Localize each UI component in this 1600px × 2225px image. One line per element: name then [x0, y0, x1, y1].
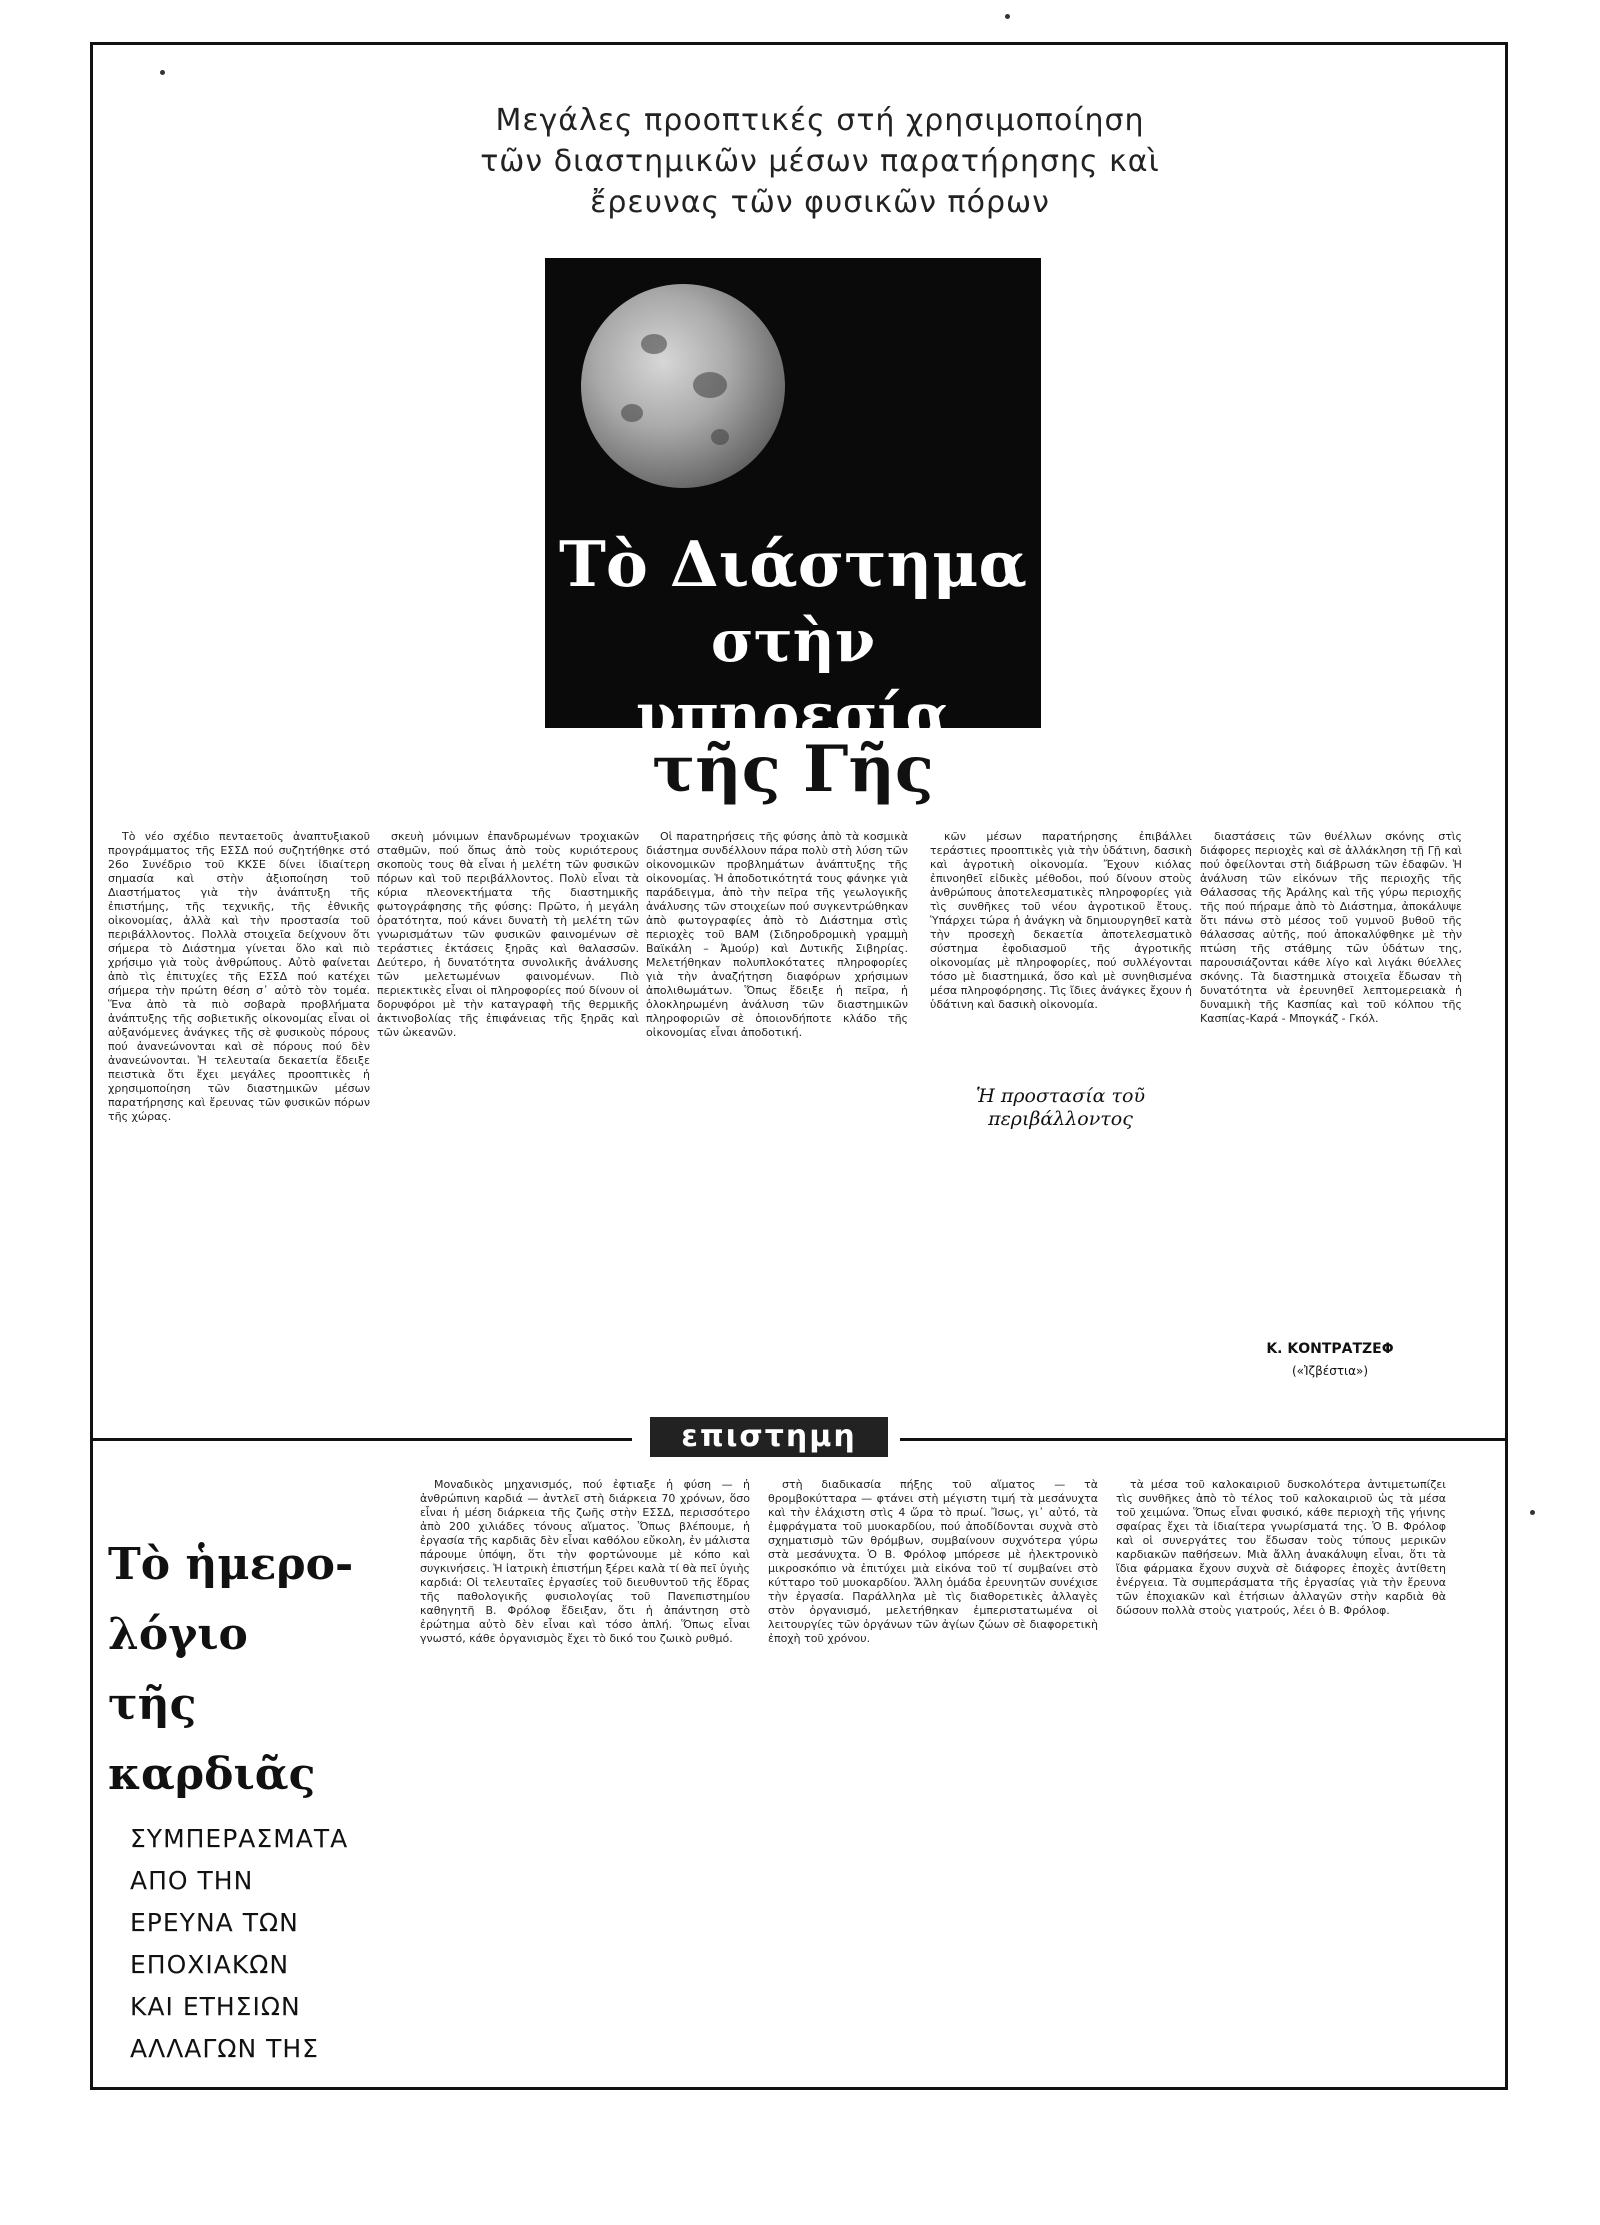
title-line-2: στὴν υπηρεσία — [635, 607, 951, 749]
heart-subtitle-line: ΕΠΟΧΙΑΚΩΝ — [130, 1950, 290, 1979]
heart-column-1: Μοναδικὸς μηχανισμός, πού ἐφτιαξε ἡ φύση — ἡ ἀνθρώπινη καρδιά — ἀντλεῖ στὴ διάρκεια 70 χρόνων, ὅσο εἶναι ἡ μέση διάρκεια τῆς ζωῆς στὴν ΕΣΣΔ, περισσότερο ἀπὸ 200 χιλιάδες τόνους αἵματος. Ὅπως βλέπουμε, ἡ ἐργασία τῆς καρδιᾶς δὲν εἶναι καθόλου εὔκολη, ἐν μάλιστα πάρουμε ὑπόψη, ὅτι τὴν φορτώνουμε μὲ κόπο καὶ συγκινήσεις. Ἡ ἰατρικὴ ἐπιστήμη ξέρει καλὰ τί θὰ πεῖ ὑγιὴς καρδιά: Οἱ τελευταῖες ἐργασίες τοῦ διευθυντοῦ τῆς ἕδρας τῆς παθολογικῆς φυσιολογίας τοῦ Πανεπιστημίου καθηγητῆ Β. Φρόλοφ ἔδειξαν, ὅτι ἡ ἀπάντηση στὸ ἐρώτημα αὐτὸ δὲν εἶναι καὶ τόσο ἁπλή. Ὅπως εἶναι γνωστό, κάθε ὀργανισμὸς ἔχει τὸ δικό του ζωικὸ ρυθμό. — [420, 1478, 750, 1645]
heart-column-2: στὴ διαδικασία πήξης τοῦ αἵματος — τὰ θρομβοκύτταρα — φτάνει στὴ μέγιστη τιμή τὰ μεσάνυχτα καὶ τὴν ἐλάχιστη στὶς 4 ὥρα τὸ πρωί. Ἴσως, γι᾽ αὐτό, τὰ ἐμφράγματα τοῦ μυοκαρδίου, πού ἀποδίδονται συχνὰ στὸ σχηματισμὸ τῶν θρόμβων, συμβαίνουν συχνότερα γύρω στὰ μεσάνυχτα. Ὁ Β. Φρόλοφ μπόρεσε μὲ ἠλεκτρονικὸ μικροσκόπιο νὰ ἐπιτύχει μιὰ εἰκόνα τοῦ τί συμβαίνει στὸ κύτταρο τοῦ μυοκαρδίου. Ἄλλη ὁμάδα ἐρευνητῶν συνέχισε τὴν ἐργασία. Παράλληλα μὲ τὶς διαθορετικὲς ἀλλαγὲς στὸν ὀργανισμό, μελετήθηκαν ἐμπεριστατωμένα οἱ λειτουργίες τῶν ὀργάνων τῶν ἀγίων ζώων σὲ διαφορετικὴ ἐποχὴ τοῦ χρόνου. — [768, 1478, 1098, 1645]
article-column-5: διαστάσεις τῶν θυέλλων σκόνης στὶς διάφορες περιοχὲς καὶ σὲ ἀλλάκληση τῇ Γῇ καὶ πού ὀφείλονται στὴ διάβρωση τῶν ἐδαφῶν. Ἡ ἀνάλυση τῶν εἰκόνων τῆς περιοχῆς τῆς Θάλασσας τῆς Ἀράλης καὶ τῆς γύρω περιοχῆς τῆς πού πήραμε ἀπὸ τὸ Διάστημα, ἀποκάλυψε ὅτι πάνω στὸ μέσος τοῦ γυμνοῦ βυθοῦ τῆς θάλασσας αὐτῆς, πού ἀποκαλύφθηκε μὲ τὴν πτώση τῆς στάθμης τῶν ὑδάτων της, παρουσιάζονται κάθε λίγο καὶ λιγάκι θύελλες σκόνης. Τὰ διαστημικὰ στοιχεῖα ἔδωσαν τὴ δυνατότητα νὰ ἐρευνηθεῖ λεπτομερειακὰ ἡ δυναμικὴ τῆς Κασπίας καὶ τοῦ κόλπου τῆς Κασπίας-Καρά - Μπογκάζ - Γκόλ. — [1200, 830, 1462, 1025]
heart-subtitle-line: ΣΥΜΠΕΡΑΣΜΑΤΑ — [130, 1824, 349, 1853]
heart-title-line: Τὸ ἡμερο- — [108, 1539, 354, 1590]
section-label-science: επιστημη — [650, 1417, 888, 1457]
title-line-3: τῆς Γῆς — [652, 732, 934, 807]
article-headline: Μεγάλες προοπτικές στή χρησιμοποίηση τῶν διαστημικῶν μέσων παρατήρησης καὶ ἔρευνας τῶν φυσικῶν πόρων — [480, 103, 1160, 220]
heart-article-title — [108, 1530, 368, 1810]
byline-name: Κ. ΚΟΝΤΡΑΤΖΕΦ — [1266, 1341, 1394, 1357]
heart-column-3: τὰ μέσα τοῦ καλοκαιριοῦ δυσκολότερα ἀντιμετωπίζει τὶς συνθῆκες ἀπὸ τὸ τέλος τοῦ καλοκαιριοῦ ὡς τὰ μέσα τοῦ χειμώνα. Ὅπως εἶναι φυσικό, κάθε περιοχὴ τῆς γήινης σφαίρας ἔχει τὰ ἰδιαίτερα γνωρίσματά της. Ὁ Β. Φρόλοφ καὶ οἱ συνεργάτες του ἔδωσαν τοὺς τύπους μερικῶν καρδιακῶν παθήσεων. Μιὰ ἄλλη ἀνακάλυψη εἶναι, ὅτι τὰ ἴδια φάρμακα ἔχουν συχνὰ σὲ διάφορες ἐποχὲς ἀντίθετη ἐνέργεια. Τὰ συμπεράσματα τῆς ἐργασίας γιὰ τὴν ἔρευνα τῶν ἐποχιακῶν καὶ ἐτήσιων ἀλλαγῶν στὴν καρδιὰ θὰ δώσουν πολλὰ στοὺς γιατρούς, λέει ὁ Β. Φρόλοφ. — [1116, 1478, 1446, 1617]
heart-subtitle-line: ΚΑΙ ΕΤΗΣΙΩΝ — [130, 1992, 301, 2021]
scan-mark — [1530, 1510, 1535, 1515]
section-rule-right — [900, 1438, 1508, 1441]
heart-subtitle-line: ΕΡΕΥΝΑ ΤΩΝ — [130, 1908, 299, 1937]
section-rule-left — [92, 1438, 632, 1441]
section-subhead: Ἡ προστασία τοῦ περιβάλλοντος — [975, 1085, 1146, 1130]
article-column-3: Οἱ παρατηρήσεις τῆς φύσης ἀπὸ τὰ κοσμικὰ διάστημα συνδέλλουν πάρα πολὺ στὴ λύση τῶν οἰκονομικῶν προβλημάτων ἀνάπτυξης τῆς οἰκονομίας. Ἡ ἀποδοτικότητά τους φάνηκε γιὰ παράδειγμα, ἀπὸ τὴν πεῖρα τῆς γεωλογικῆς ἀνάλυσης τῶν στοιχείων πού συγκεντρώθηκαν ἀπὸ φωτογραφίες ἀπὸ τὸ Διάστημα στὶς περιοχὲς τοῦ BAM (Σιδηροδρομικὴ γραμμὴ Βαϊκάλη – Ἀμούρ) καὶ Δυτικῆς Σιβηρίας. Μελετήθηκαν πολυπλοκότατες πληροφορίες γιὰ τὴν ἀναζήτηση διαφόρων χρήσιμων ἀπολιθωμάτων. Ὅπως ἔδειξε ἡ πεῖρα, ἡ ὁλοκληρωμένη ἀνάλυση τῶν διαστημικῶν πληροφοριῶν σὲ ὁποιονδήποτε κλάδο τῆς οἰκονομίας εἶναι ἀποδοτική. — [646, 830, 908, 1039]
heart-title-line: τῆς — [108, 1679, 197, 1730]
heart-subtitle-line: ΑΛΛΑΓΩΝ ΤΗΣ — [130, 2034, 319, 2063]
article-column-4: κῶν μέσων παρατήρησης ἐπιβάλλει τεράστιες προοπτικὲς γιὰ τὴν ὑδάτινη, δασικὴ καὶ ἀγροτικὴ οἰκονομία. Ἔχουν κιόλας ἐπινοηθεῖ εἰδικὲς μέθοδοι, πού δίνουν στοὺς ἀνθρώπους ἀποτελεσματικὲς πληροφορίες γιὰ τὶς συνθῆκες τοῦ νέου ἀγροτικοῦ ἔτους. Ὑπάρχει τώρα ἡ ἀνάγκη νὰ δημιουργηθεῖ κατὰ τὴν προσεχὴ δεκαετία ἀποτελεσματικὸ σύστημα ἐφοδιασμοῦ τῆς ἀγροτικῆς οἰκονομίας μὲ πληροφορίες, πού συλλέγονται τόσο μὲ διαστημικά, ὅσο καὶ μὲ συνηθισμένα μέσα πληροφόρησης. Τὶς ἴδιες ἀνάγκες ἔχουν ἡ ὑδάτινη καὶ δασικὴ οἰκονομία. — [930, 830, 1192, 1011]
heart-article-subtitle — [130, 1818, 390, 2070]
article-column-2: σκευὴ μόνιμων ἐπανδρωμένων τροχιακῶν σταθμῶν, πού ὅπως ἀπὸ τοὺς κυριότερους σκοποὺς τους θὰ εἶναι ἡ μελέτη τῶν φυσικῶν πόρων καὶ τοῦ περιβάλλοντος. Πολὺ εἶναι τὰ κύρια πλεονεκτήματα τῆς διαστημικῆς φωτογράφησης τῆς φύσης: Πρῶτο, ἡ μεγάλη ὁρατότητα, πού κάνει δυνατὴ τὴ μελέτη τῶν γνωρισμάτων τῶν φυσικῶν φαινομένων σὲ τεράστιες ἐκτάσεις ξηρᾶς καὶ θαλασσῶν. Δεύτερο, ἡ δυνατότητα συνολικῆς ἀνάλυσης τῶν μελετωμένων φαινομένων. Πιὸ περιεκτικὲς εἶναι οἱ πληροφορίες πού δίνουν οἱ δορυφόροι μὲ τὴν καταγραφὴ τῆς θερμικῆς ἀκτινοβολίας τῆς ἐπιφάνειας τῆς ξηρᾶς καὶ τῶν ὠκεανῶν. — [377, 830, 639, 1039]
moon-photo-block — [545, 258, 1041, 749]
heart-subtitle-line: ΑΠΟ ΤΗΝ — [130, 1866, 254, 1895]
scan-mark — [1005, 14, 1010, 19]
moon-image — [581, 284, 785, 488]
heart-title-line: καρδιᾶς — [108, 1749, 316, 1800]
article-column-1: Τὸ νέο σχέδιο πενταετοῦς ἀναπτυξιακοῦ προγράμματος τῆς ΕΣΣΔ πού συζητήθηκε στό 26ο Συνέδριο τοῦ ΚΚΣΕ δίνει ἰδιαίτερη σημασία καὶ στὴν ἀξιοποίηση τοῦ Διαστήματος γιὰ τὴν ἀνάπτυξη τῆς ἐπιστήμης, τῆς τεχνικῆς, τῆς ἐθνικῆς οἰκονομίας, ἀλλὰ καὶ τὴν προστασία τοῦ περιβάλλοντος. Πολλὰ στοιχεῖα δείχνουν ὅτι σήμερα τὸ Διάστημα γίνεται ὅλο καὶ πιὸ χρήσιμο γιὰ τοὺς ἀνθρώπους. Αὐτὸ φαίνεται ἀπὸ τὶς ἐπιτυχίες τῆς ΕΣΣΔ πού κατέχει σήμερα τὴν πρώτη θέση σ᾽ αὐτὸ τὸν τομέα. Ἕνα ἀπὸ τὰ πιὸ σοβαρὰ προβλήματα ἀνάπτυξης τῆς σοβιετικῆς οἰκονομίας εἶναι οἱ αὐξανόμενες ἀνάγκες τῆς σὲ φυσικοὺς πόρους πού ἀνανεώνονται καὶ σὲ πόρους πού δὲν ἀνανεώνονται. Ἡ τελευταία δεκαετία ἔδειξε πειστικὰ ὅτι ἔχει μεγάλες προοπτικὲς ἡ χρησιμοποίηση τῶν διαστημικῶν μέσων παρατήρησης καὶ ἔρευνας τῶν φυσικῶν πόρων τῆς χώρας. — [108, 830, 370, 1123]
heart-title-line: λόγιο — [108, 1609, 248, 1660]
title-line-1: Τὸ Διάστημα — [559, 527, 1027, 601]
byline-affiliation: («Ἰζβέστια») — [1291, 1364, 1369, 1378]
scan-mark — [160, 70, 165, 75]
